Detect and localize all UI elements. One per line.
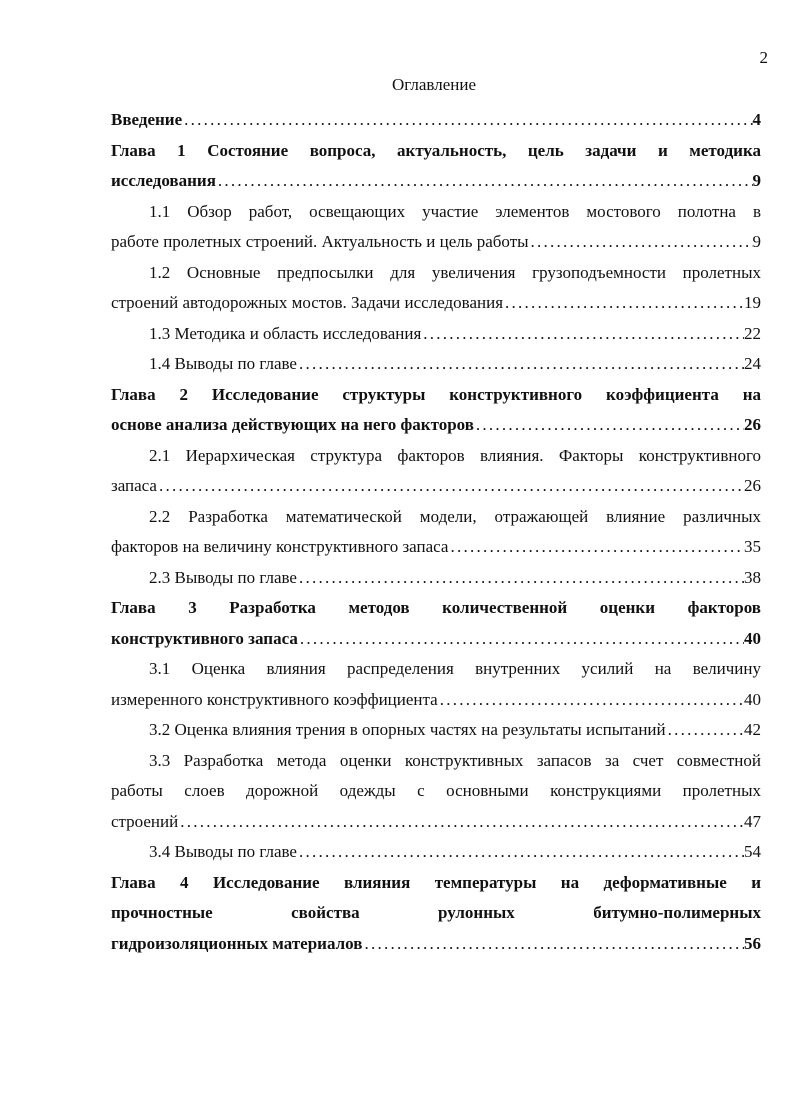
toc-title: Оглавление [392, 75, 476, 94]
toc-entry-title: конструктивного запаса [111, 628, 298, 648]
toc-entry-last-line [111, 837, 761, 868]
toc-chapter-entry[interactable] [111, 868, 761, 960]
toc-chapter-entry[interactable] [111, 593, 761, 654]
dot-leader [298, 624, 744, 655]
toc-entry-title: 1.3 Методика и область исследования [149, 323, 422, 343]
toc-entry-line: 3.1 Оценка влияния распределения внутренних усилий на величину [149, 659, 761, 678]
toc-entry-last-line [111, 563, 761, 594]
toc-entry-line: Глава 1 Состояние вопроса, актуальность, цель задачи и методика [111, 140, 761, 160]
toc-entry-last-line [111, 685, 761, 716]
toc-entry-last-line [111, 166, 761, 197]
table-of-contents [111, 105, 761, 959]
toc-entry-title: измеренного конструктивного коэффициента [111, 689, 438, 709]
toc-entry-last-line [111, 929, 761, 960]
dot-leader [216, 166, 753, 197]
toc-chapter-entry[interactable] [111, 105, 761, 136]
toc-entry-line: 1.1 Обзор работ, освещающих участие элементов мостового полотна в [149, 201, 761, 221]
toc-entry-title: запаса [111, 476, 157, 495]
toc-entry-page: 9 [752, 232, 761, 251]
toc-section-entry[interactable] [111, 746, 761, 838]
toc-section-entry[interactable] [111, 319, 761, 350]
toc-section-entry[interactable] [111, 197, 761, 258]
toc-section-entry[interactable] [111, 502, 761, 563]
toc-entry-line: прочностные свойства рулонных битумно-полимерных [111, 903, 761, 922]
dot-leader [666, 715, 744, 746]
toc-entry-page: 54 [744, 842, 761, 861]
toc-entry-line: работы слоев дорожной одежды с основными конструкциями пролетных [111, 781, 761, 800]
toc-section-entry[interactable] [111, 349, 761, 380]
dot-leader [297, 837, 744, 868]
toc-section-entry[interactable] [111, 837, 761, 868]
dot-leader [474, 410, 744, 441]
toc-entry-title: 2.3 Выводы по главе [149, 567, 297, 587]
toc-entry-page: 26 [744, 476, 761, 495]
toc-entry-title: строений [111, 811, 179, 831]
toc-entry-line: 3.3 Разработка метода оценки конструктивных запасов за счет совместной [149, 750, 761, 770]
dot-leader [297, 563, 744, 594]
toc-entry-page: 35 [744, 537, 761, 556]
toc-entry-line: Глава 2 Исследование структуры конструктивного коэффициента на [111, 384, 761, 404]
toc-entry-last-line [111, 288, 761, 319]
toc-entry-title: строений автодорожных мостов. Задачи исследования [111, 293, 504, 312]
toc-entry-title: исследования [111, 171, 216, 190]
toc-entry-line: Глава 4 Исследование влияния температуры на деформативные и [111, 872, 761, 892]
toc-entry-title: основе анализа действующих на него факторов [111, 415, 474, 434]
toc-entry-page: 19 [744, 293, 761, 312]
dot-leader [157, 471, 744, 502]
toc-entry-page: 38 [744, 567, 761, 587]
dot-leader [421, 319, 744, 350]
toc-entry-last-line [111, 532, 761, 563]
toc-entry-page: 9 [752, 171, 761, 190]
dot-leader [178, 807, 744, 838]
toc-section-entry[interactable] [111, 563, 761, 594]
toc-entry-last-line [111, 715, 761, 746]
toc-entry-line: 2.1 Иерархическая структура факторов влияния. Факторы конструктивного [149, 445, 761, 465]
dot-leader [297, 349, 744, 380]
toc-entry-line: Глава 3 Разработка методов количественной оценки факторов [111, 598, 761, 617]
toc-entry-page: 56 [744, 933, 761, 953]
toc-entry-line: 2.2 Разработка математической модели, отражающей влияние различных [149, 506, 761, 526]
toc-entry-last-line [111, 319, 761, 350]
toc-entry-last-line [111, 227, 761, 258]
toc-entry-title: работе пролетных строений. Актуальность и цель работы [111, 232, 529, 251]
toc-entry-last-line [111, 807, 761, 838]
toc-entry-page: 42 [744, 720, 761, 739]
toc-entry-page: 40 [744, 689, 761, 709]
dot-leader [529, 227, 753, 258]
toc-section-entry[interactable] [111, 258, 761, 319]
toc-entry-last-line [111, 624, 761, 655]
toc-entry-last-line [111, 349, 761, 380]
toc-chapter-entry[interactable] [111, 380, 761, 441]
toc-entry-page: 40 [744, 628, 761, 648]
toc-entry-title: гидроизоляционных материалов [111, 933, 363, 953]
dot-leader [182, 105, 752, 136]
page-number: 2 [759, 48, 768, 67]
toc-entry-page: 24 [744, 354, 761, 373]
dot-leader [362, 929, 744, 960]
toc-entry-title: 3.4 Выводы по главе [149, 842, 297, 861]
dot-leader [448, 532, 744, 563]
toc-entry-line: 1.2 Основные предпосылки для увеличения грузоподъемности пролетных [149, 262, 761, 282]
toc-entry-title: Введение [111, 110, 183, 129]
dot-leader [503, 288, 744, 319]
toc-entry-page: 47 [744, 811, 761, 831]
toc-entry-last-line [111, 105, 761, 136]
toc-entry-title: 3.2 Оценка влияния трения в опорных частях на результаты испытаний [149, 720, 666, 739]
toc-entry-page: 22 [744, 323, 761, 343]
toc-entry-title: факторов на величину конструктивного запаса [111, 537, 449, 556]
toc-entry-page: 26 [744, 415, 761, 434]
toc-entry-title: 1.4 Выводы по главе [149, 354, 297, 373]
toc-section-entry[interactable] [111, 441, 761, 502]
toc-entry-last-line [111, 471, 761, 502]
toc-section-entry[interactable] [111, 654, 761, 715]
toc-entry-last-line [111, 410, 761, 441]
toc-section-entry[interactable] [111, 715, 761, 746]
dot-leader [438, 685, 744, 716]
toc-entry-page: 4 [752, 110, 761, 129]
toc-chapter-entry[interactable] [111, 136, 761, 197]
